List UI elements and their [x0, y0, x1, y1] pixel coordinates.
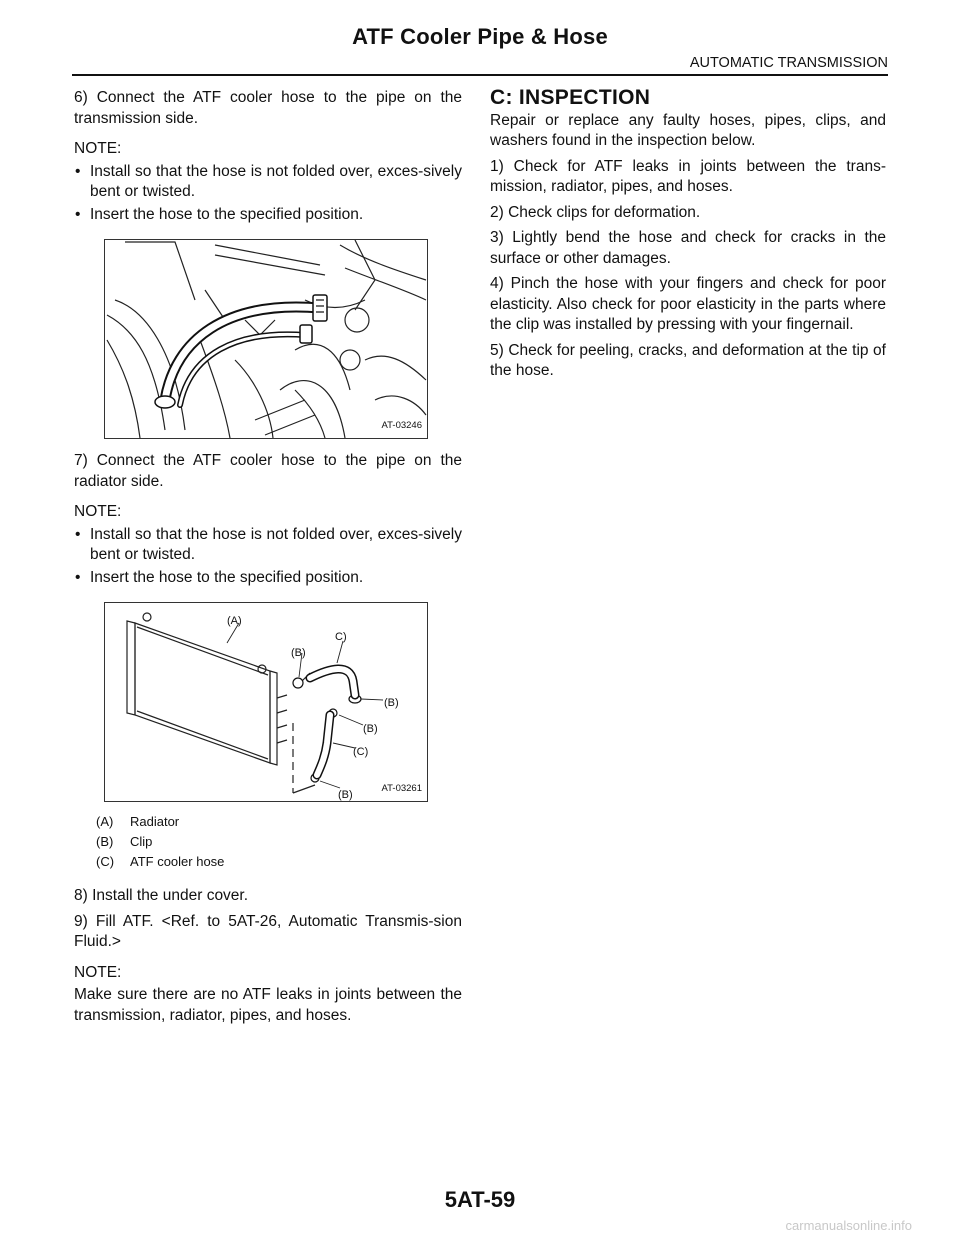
hose-photo-illustration	[105, 240, 427, 438]
legend-row	[96, 852, 462, 872]
legend-text: ATF cooler hose	[130, 854, 225, 869]
note-title: NOTE:	[74, 963, 122, 981]
inspection-step: 4) Pinch the hose with your fingers and check for poor elasticity. Also check for poor elasticity in the parts where the clip was installed by pressing with your fingernail.	[490, 275, 886, 333]
figure-legend	[96, 812, 462, 872]
figure-radiator-hose-diagram	[104, 602, 428, 802]
note-bullet-text: Install so that the hose is not folded over, exces-sively bent or twisted.	[90, 162, 462, 200]
note-bullet: • Install so that the hose is not folded over, exces-sively bent or twisted.	[75, 162, 462, 200]
legend-key: (C)	[96, 854, 115, 869]
legend-text: Clip	[130, 834, 153, 849]
inspection-intro: Repair or replace any faulty hoses, pipes, clips, and washers found in the inspection below.	[490, 111, 886, 149]
legend-key: (B)	[96, 834, 114, 849]
note-bullet-text: Install so that the hose is not folded over, exces-sively bent or twisted.	[90, 525, 462, 563]
note-bullet: • Insert the hose to the specified position.	[75, 205, 364, 223]
legend-text: Radiator	[130, 814, 180, 829]
note-bullet: • Insert the hose to the specified position.	[75, 568, 364, 586]
figure-code: AT-03261	[381, 779, 424, 800]
figure-code: AT-03246	[381, 416, 424, 437]
step-6: 6) Connect the ATF cooler hose to the pipe on the transmission side.	[74, 89, 462, 127]
callout-label-a: (A)	[227, 615, 242, 627]
inspection-step: 3) Lightly bend the hose and check for cracks in the surface or other damages.	[490, 229, 886, 267]
note-bullet-text: Insert the hose to the specified position.	[90, 568, 364, 586]
page-number: 5AT-59	[444, 1187, 516, 1212]
callout-label-b: (B)	[384, 697, 399, 709]
inspection-step: 2) Check clips for deformation.	[490, 203, 701, 221]
radiator-diagram	[105, 603, 427, 801]
note-text: Make sure there are no ATF leaks in joints between the transmission, radiator, pipes, and hoses.	[74, 986, 462, 1024]
figure-transmission-side-hose	[104, 239, 428, 439]
page-title: ATF Cooler Pipe & Hose	[352, 24, 608, 49]
left-column	[74, 88, 462, 1031]
callout-label-b: (B)	[338, 789, 353, 801]
callout-label-b: (B)	[363, 723, 378, 735]
note-bullet: • Install so that the hose is not folded over, exces-sively bent or twisted.	[75, 525, 462, 563]
callout-label-c: C)	[335, 631, 347, 643]
callout-label-c: (C)	[353, 746, 369, 758]
step-8: 8) Install the under cover.	[74, 887, 249, 904]
note-title: NOTE:	[74, 503, 122, 520]
note-title: NOTE:	[74, 140, 122, 157]
inspection-step: 5) Check for peeling, cracks, and deformation at the tip of the hose.	[490, 341, 886, 379]
note-bullet-text: Insert the hose to the specified position.	[90, 205, 364, 223]
step-7: 7) Connect the ATF cooler hose to the pipe on the radiator side.	[74, 452, 462, 490]
section-heading: C: INSPECTION	[490, 86, 651, 109]
step-9: 9) Fill ATF. <Ref. to 5AT-26, Automatic Transmis-sion Fluid.>	[74, 912, 462, 950]
legend-row	[96, 832, 462, 852]
callout-label-b: (B)	[291, 647, 306, 659]
legend-row	[96, 812, 462, 832]
header-rule	[72, 74, 888, 76]
inspection-step: 1) Check for ATF leaks in joints between the trans-mission, radiator, pipes, and hoses.	[490, 157, 886, 195]
legend-key: (A)	[96, 814, 114, 829]
section-label: AUTOMATIC TRANSMISSION	[689, 55, 888, 71]
right-column	[490, 88, 886, 387]
watermark: carmanualsonline.info	[785, 1218, 912, 1233]
